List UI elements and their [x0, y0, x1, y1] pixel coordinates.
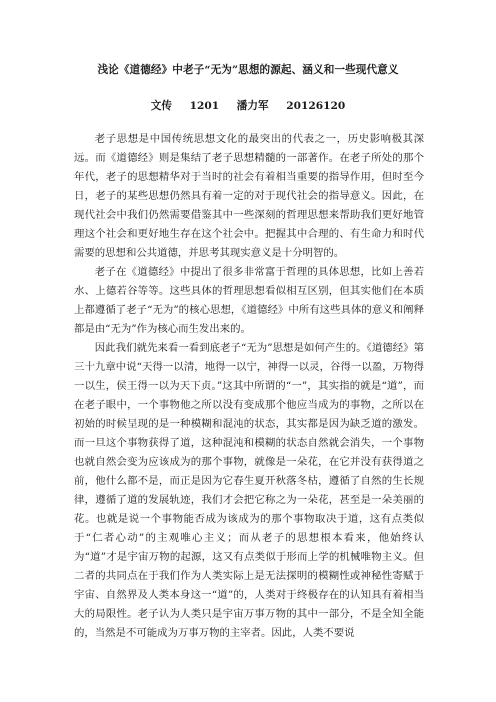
paragraph-3: 因此我们就先来看一看到底老子“无为”思想是如何产生的。《道德经》第三十九章中说“天得一以清，地得一以宁，神得一以灵，谷得一以盈，万物得一以生，侯王得一以为天下贞。”这其中所谓的“一”，其实指的就是“道”，而在老子眼中，一个事物他之所以没有变成那个他应当成为的事物，之所以在初始的时候呈现的是一种模糊和混沌的状态，其实都是因为缺乏道的激发。而一旦这个事物获得了道，这种混沌和模糊的状态自然就会消失，一个事物也就自然会变为应该成为的那个事物，就像是一朵花，在它并没有获得道之前，他什么都不是，而正是因为它春生夏开秋落冬枯，遵循了自然的生长规律，遵循了道的发展轨迹，我们才会把它称之为一朵花，甚至是一朵美丽的花。也就是说一个事物能否成为该成为的那个事物取决于道，这有点类似于“仁者心动”的主观唯心主义；而从老子的思想根本看来，他始终认为“道”才是宇宙万物的起源，这又有点类似于形而上学的机械唯物主义。但二者的共同点在于我们作为人类实际上是无法探明的模糊性或神秘性寄赋于宇宙、自然界及人类本身这一“道”的，人类对于终极存在的认知具有着相当大的局限性。老子认为人类只是宇宙万事万物的其中一部分，不是全知全能的，当然是不可能成为万事万物的主宰者。因此，人类不要说	[74, 342, 424, 639]
paragraph-2: 老子在《道德经》中提出了很多非常富于哲理的具体思想，比如上善若水、上德若谷等等。这些具体的哲理思想看似相互区别，但其实他们在本质上都遵循了老子“无为”的核心思想，《道德经》中所有这些具体的意义和阐释都是由“无为”作为核心而生发出来的。	[74, 266, 424, 335]
author-line: 文传 1201 潘力军 20126120	[150, 100, 346, 112]
paragraph-1: 老子思想是中国传统思想文化的最突出的代表之一，历史影响极其深远。而《道德经》则是集结了老子思想精髓的一部著作。在老子所处的那个年代，老子的思想精华对于当时的社会有着相当重要的指导作用，但时至今日，老子的某些思想仍然具有着一定的对于现代社会的指导意义。因此，在现代社会中我们仍然需要借鉴其中一些深刻的哲理思想来帮助我们更好地管理这个社会和更好地生存在这个社会中。把握其中合理的、有生命力和时代需要的思想和公共道德，并思考其现实意义是十分明智的。	[74, 133, 424, 259]
document-body	[74, 130, 424, 643]
document-title: 浅论《道德经》中老子“无为”思想的源起、涵义和一些现代意义	[97, 64, 399, 76]
